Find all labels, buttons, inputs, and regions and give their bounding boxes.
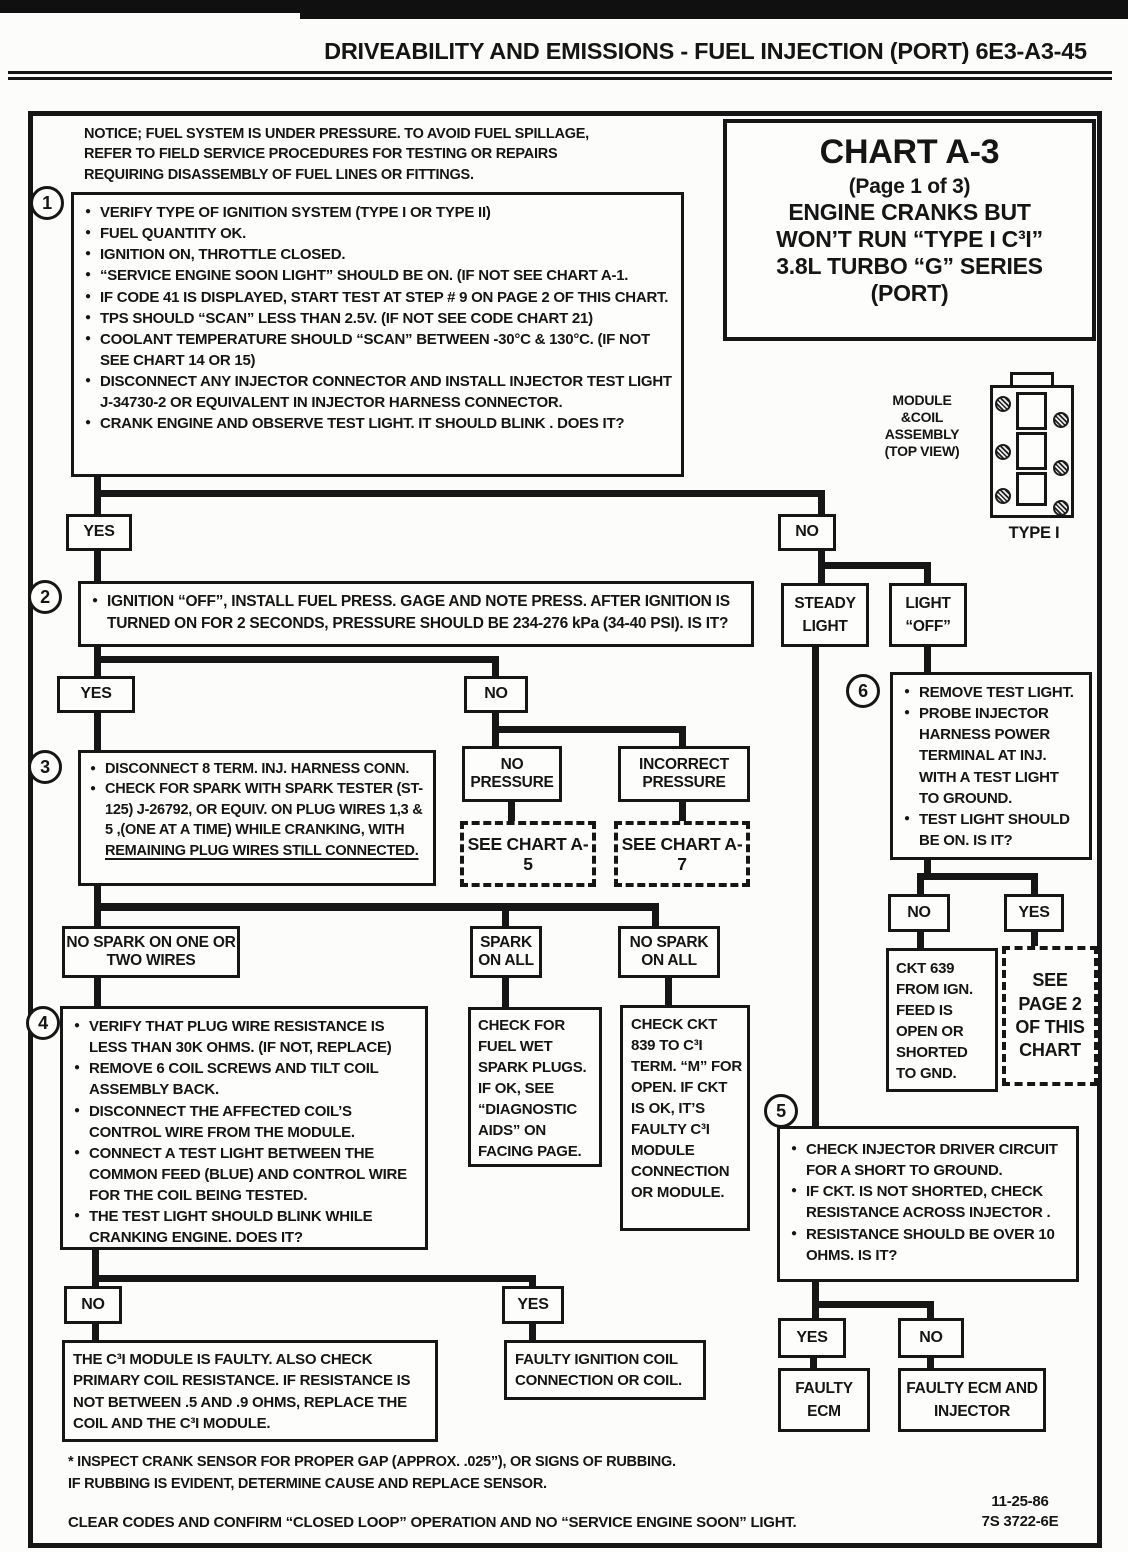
bullet-icon — [904, 703, 919, 809]
step-6-item: PROBE INJECTOR HARNESS POWER TERMINAL AT INJ. WITH A TEST LIGHT TO GROUND. — [919, 705, 1059, 807]
bullet-icon — [791, 1224, 806, 1266]
branch-no-4: NO — [64, 1286, 122, 1324]
bullet-icon — [85, 329, 100, 371]
check-ckt-839-box — [620, 1005, 750, 1231]
faulty-ecm-injector-box: FAULTY ECM AND INJECTOR — [898, 1368, 1046, 1432]
faulty-coil-text: FAULTY IGNITION COIL CONNECTION OR COIL. — [515, 1351, 682, 1389]
module-label-line: &COIL — [900, 409, 944, 426]
outcome-no-spark-one-two: NO SPARK ON ONE OR TWO WIRES — [62, 926, 240, 978]
connector — [92, 1248, 99, 1288]
step-1-item: DISCONNECT ANY INJECTOR CONNECTOR AND INSTALL INJECTOR TEST LIGHT J-34730-2 OR EQUIVALENT IN INJECTOR HARNESS CONNECTOR. — [100, 373, 672, 412]
step-1-item: IF CODE 41 IS DISPLAYED, START TEST AT STEP # 9 ON PAGE 2 OF THIS CHART. — [100, 288, 669, 306]
branch-yes-2: YES — [57, 676, 135, 713]
connector — [917, 873, 924, 896]
header-rule — [8, 71, 1112, 74]
light-off-box: LIGHT “OFF” — [889, 583, 967, 647]
connector — [818, 490, 825, 516]
module-figure-label — [870, 392, 974, 460]
bullet-icon — [85, 202, 100, 223]
step-3-item-underlined: REMAINING PLUG WIRES STILL CONNECTED. — [105, 842, 419, 859]
step-4-item: VERIFY THAT PLUG WIRE RESISTANCE IS LESS THAN 30K OHMS. (IF NOT, REPLACE) — [89, 1018, 392, 1057]
c3i-module-faulty-box — [62, 1340, 438, 1442]
screw-icon — [995, 488, 1011, 504]
step-4-box — [60, 1006, 428, 1250]
chart-subtitle-1: ENGINE CRANKS BUT — [788, 198, 1031, 225]
connector — [1031, 932, 1038, 947]
bullet-icon — [90, 779, 105, 861]
outcome-no-spark-on-all: NO SPARK ON ALL — [618, 926, 720, 978]
coil-cell-1 — [1016, 392, 1047, 430]
chart-title: CHART A-3 — [819, 133, 1000, 171]
step-4-item: THE TEST LIGHT SHOULD BLINK WHILE CRANKING ENGINE. DOES IT? — [89, 1208, 373, 1247]
step-3-item: DISCONNECT 8 TERM. INJ. HARNESS CONN. — [105, 761, 410, 777]
ckt-639-text: CKT 639 FROM IGN. FEED IS OPEN OR SHORTED TO GND. — [896, 960, 973, 1082]
connector — [508, 802, 515, 823]
step-4-number: 4 — [26, 1006, 60, 1040]
clear-codes-note: CLEAR CODES AND CONFIRM “CLOSED LOOP” OPERATION AND NO “SERVICE ENGINE SOON” LIGHT. — [68, 1514, 797, 1531]
faulty-ecm-box: FAULTY ECM — [778, 1368, 870, 1432]
connector — [665, 978, 672, 1007]
coil-cell-3 — [1016, 472, 1047, 506]
step-5-item: CHECK INJECTOR DRIVER CIRCUIT FOR A SHORT TO GROUND. — [806, 1141, 1058, 1180]
bullet-icon — [85, 287, 100, 308]
bullet-icon — [90, 759, 105, 779]
branch-yes-5: YES — [778, 1318, 846, 1358]
bullet-icon — [85, 265, 100, 286]
connector — [492, 726, 686, 733]
step-1-box — [71, 192, 684, 477]
connector — [679, 802, 686, 823]
branch-no-1: NO — [778, 514, 836, 551]
step-4-item: REMOVE 6 COIL SCREWS AND TILT COIL ASSEMBLY BACK. — [89, 1060, 379, 1099]
branch-yes-6: YES — [1004, 894, 1064, 932]
see-chart-a7-reference: SEE CHART A-7 — [614, 821, 750, 887]
connector — [679, 726, 686, 748]
step-3-number: 3 — [28, 750, 62, 784]
connector — [917, 932, 924, 949]
connector — [1031, 873, 1038, 896]
chart-subtitle-4: (PORT) — [870, 280, 949, 307]
connector — [812, 647, 819, 1128]
module-label-line: ASSEMBLY — [884, 426, 960, 443]
step-2-number: 2 — [28, 580, 62, 614]
bullet-icon — [92, 591, 107, 635]
step-1-item: CRANK ENGINE AND OBSERVE TEST LIGHT. IT SHOULD BLINK . DOES IT? — [100, 415, 625, 433]
module-label-line: (TOP VIEW) — [884, 443, 960, 460]
connector — [94, 490, 825, 497]
step-4-item: CONNECT A TEST LIGHT BETWEEN THE COMMON FEED (BLUE) AND CONTROL WIRE FOR THE COIL BEING TESTED. — [89, 1144, 407, 1205]
bullet-icon — [74, 1206, 89, 1248]
connector — [94, 903, 659, 911]
step-6-item: TEST LIGHT SHOULD BE ON. IS IT? — [919, 810, 1070, 849]
notice-text: NOTICE; FUEL SYSTEM IS UNDER PRESSURE. TO AVOID FUEL SPILLAGE, REFER TO FIELD SERVICE PROCEDURES FOR TESTING OR REPAIRS REQUIRING DISASSEMBLY OF FUEL LINES OR FITTINGS. — [84, 126, 589, 183]
step-1-item: “SERVICE ENGINE SOON LIGHT” SHOULD BE ON. (IF NOT SEE CHART A-1. — [100, 267, 629, 285]
step-5-number: 5 — [764, 1094, 798, 1128]
revision-date: 11-25-86 — [991, 1493, 1049, 1510]
connector — [94, 656, 496, 663]
bullet-icon — [791, 1181, 806, 1223]
outcome-no-pressure: NO PRESSURE — [462, 746, 562, 802]
branch-yes-4: YES — [502, 1286, 564, 1324]
c3i-module-faulty-text: THE C³I MODULE IS FAULTY. ALSO CHECK PRIMARY COIL RESISTANCE. IF RESISTANCE IS NOT BETWEEN .5 AND .9 OHMS, REPLACE THE COIL AND THE C³I MODULE. — [73, 1351, 411, 1432]
outcome-incorrect-pressure: INCORRECT PRESSURE — [618, 746, 750, 802]
step-6-number: 6 — [846, 674, 880, 708]
chart-page-info: (Page 1 of 3) — [848, 174, 971, 198]
faulty-coil-box — [504, 1340, 706, 1400]
branch-no-6: NO — [888, 894, 950, 932]
screw-icon — [995, 444, 1011, 460]
bullet-icon — [74, 1143, 89, 1206]
step-2-item: IGNITION “OFF”, INSTALL FUEL PRESS. GAGE AND NOTE PRESS. AFTER IGNITION IS TURNED ON FOR 2 SECONDS, PRESSURE SHOULD BE 234-276 kPa (34-40 PSI). IS IT? — [107, 593, 730, 632]
module-label-line: MODULE — [892, 392, 952, 408]
connector — [812, 1301, 934, 1308]
module-coil-diagram — [990, 372, 1076, 522]
step-5-item: RESISTANCE SHOULD BE OVER 10 OHMS. IS IT? — [806, 1225, 1055, 1264]
branch-no-2: NO — [464, 676, 528, 713]
bullet-icon — [85, 308, 100, 329]
connector — [924, 647, 931, 674]
step-1-item: TPS SHOULD “SCAN” LESS THAN 2.5V. (IF NOT SEE CODE CHART 21) — [100, 309, 593, 327]
bullet-icon — [904, 682, 919, 703]
connector — [502, 978, 509, 1009]
step-1-item: VERIFY TYPE OF IGNITION SYSTEM (TYPE I OR TYPE II) — [100, 204, 491, 221]
header-rule-2 — [8, 77, 1112, 80]
bullet-icon — [85, 223, 100, 244]
see-page-2-reference: SEE PAGE 2 OF THIS CHART — [1002, 946, 1098, 1086]
step-1-number: 1 — [30, 186, 64, 220]
screw-icon — [995, 396, 1011, 412]
steady-light-box: STEADY LIGHT — [781, 583, 869, 647]
bullet-icon — [791, 1139, 806, 1181]
step-3-item — [105, 779, 425, 861]
crank-sensor-note: * INSPECT CRANK SENSOR FOR PROPER GAP (APPROX. .025”), OR SIGNS OF RUBBING. IF RUBBING IS EVIDENT, DETERMINE CAUSE AND REPLACE SENSOR. — [68, 1454, 676, 1492]
step-4-item: DISCONNECT THE AFFECTED COIL’S CONTROL WIRE FROM THE MODULE. — [89, 1102, 355, 1141]
bullet-icon — [85, 413, 100, 434]
step-5-item: IF CKT. IS NOT SHORTED, CHECK RESISTANCE ACROSS INJECTOR . — [806, 1183, 1051, 1222]
top-scan-bar-2 — [300, 12, 1128, 19]
step-6-box — [890, 672, 1092, 860]
check-fuel-wet-box — [468, 1007, 602, 1167]
screw-icon — [1053, 412, 1069, 428]
chart-subtitle-2: WON’T RUN “TYPE I C³I” — [776, 225, 1043, 252]
step-3-item-text: CHECK FOR SPARK WITH SPARK TESTER (ST-125) J-26792, OR EQUIV. ON PLUG WIRES 1,3 & 5 ,(ONE AT A TIME) WHILE CRANKING, WITH — [105, 781, 423, 839]
step-5-box — [777, 1126, 1079, 1282]
bullet-icon — [904, 809, 919, 851]
bullet-icon — [74, 1016, 89, 1058]
step-1-item: COOLANT TEMPERATURE SHOULD “SCAN” BETWEEN -30°C & 130°C. (IF NOT SEE CHART 14 OR 15) — [100, 330, 650, 369]
connector — [917, 873, 1038, 880]
revision-stamp — [950, 1492, 1090, 1533]
check-fuel-wet-text: CHECK FOR FUEL WET SPARK PLUGS. IF OK, SEE “DIAGNOSTIC AIDS” ON FACING PAGE. — [478, 1017, 587, 1160]
check-ckt-839-text: CHECK CKT 839 TO C³I TERM. “M” FOR OPEN. IF CKT IS OK, IT’S FAULTY C³I MODULE CONNECTION OR MODULE. — [631, 1016, 742, 1201]
screw-icon — [1053, 500, 1069, 516]
step-3-box — [78, 750, 436, 886]
coil-cell-2 — [1016, 432, 1047, 470]
see-chart-a5-reference: SEE CHART A-5 — [460, 821, 596, 887]
bullet-icon — [85, 244, 100, 265]
ckt-639-box — [886, 948, 998, 1092]
step-6-item: REMOVE TEST LIGHT. — [919, 684, 1074, 701]
outcome-spark-on-all: SPARK ON ALL — [470, 926, 542, 978]
connector — [652, 903, 659, 928]
document-number: 7S 3722-6E — [981, 1513, 1059, 1531]
connector — [492, 656, 499, 678]
chart-subtitle-3: 3.8L TURBO “G” SERIES — [776, 252, 1043, 279]
bullet-icon — [74, 1101, 89, 1143]
step-2-box — [78, 581, 754, 647]
connector — [492, 726, 499, 748]
connector — [92, 1275, 536, 1282]
bullet-icon — [74, 1058, 89, 1100]
connector — [924, 562, 931, 585]
step-1-item: FUEL QUANTITY OK. — [100, 225, 247, 243]
connector — [502, 903, 509, 928]
step-1-item: IGNITION ON, THROTTLE CLOSED. — [100, 246, 346, 264]
bullet-icon — [85, 371, 100, 413]
chart-title-block — [723, 119, 1096, 341]
screw-icon — [1053, 460, 1069, 476]
page-title: DRIVEABILITY AND EMISSIONS - FUEL INJECTION (PORT) 6E3-A3-45 — [324, 38, 1087, 64]
connector — [94, 978, 101, 1008]
connector — [818, 562, 931, 569]
branch-yes-1: YES — [66, 514, 132, 551]
branch-no-5: NO — [898, 1318, 964, 1358]
module-type-label: TYPE I — [1008, 524, 1060, 542]
